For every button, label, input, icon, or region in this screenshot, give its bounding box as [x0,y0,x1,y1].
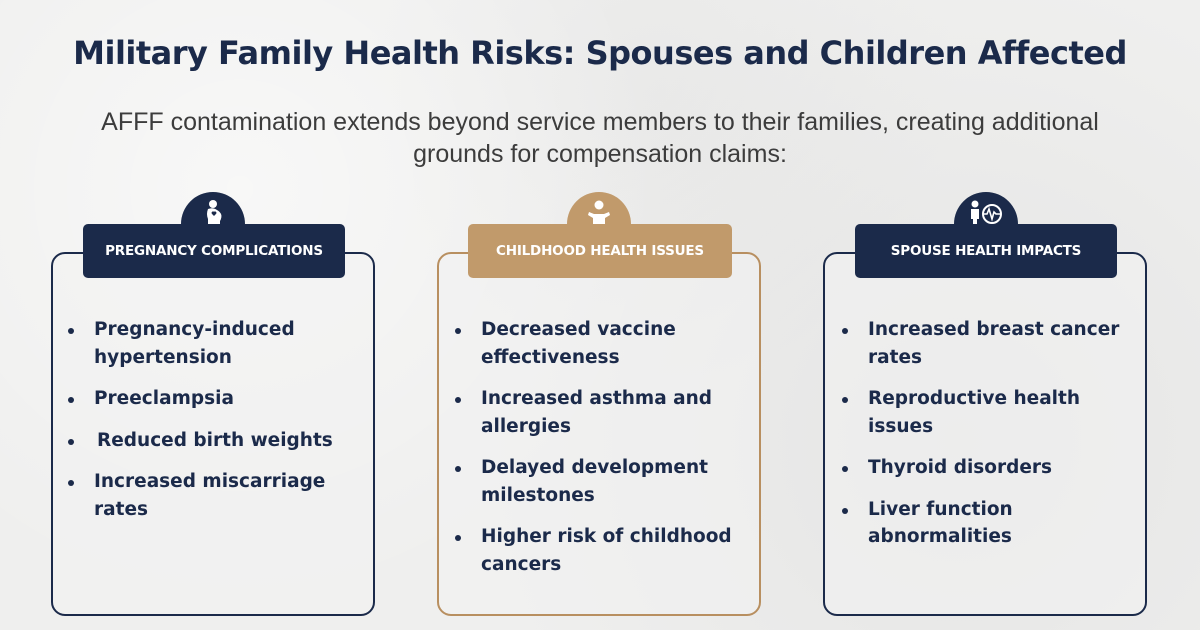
list-item: Liver function abnormalities [842,496,1132,551]
list-item: Preeclampsia [68,385,358,413]
list-item: Reduced birth weights [68,427,358,455]
spouse-health-impacts-heading: SPOUSE HEALTH IMPACTS [855,224,1117,278]
list-item: Reproductive health issues [842,385,1132,440]
list-item: Decreased vaccine effectiveness [455,316,745,371]
page-subtitle: AFFF contamination extends beyond service members to their families, creating additional grounds for compensation claims: [101,108,1099,168]
list-item: Pregnancy-induced hypertension [68,316,358,371]
list-item: Increased breast cancer rates [842,316,1132,371]
list-item: Increased miscarriage rates [68,468,358,523]
list-item: Delayed development milestones [455,454,745,509]
list-item: Higher risk of childhood cancers [455,523,745,578]
pregnancy-complications-list [68,316,358,537]
pregnancy-complications-heading: PREGNANCY COMPLICATIONS [83,224,345,278]
spouse-health-impacts-list [842,316,1132,565]
list-item: Thyroid disorders [842,454,1132,482]
childhood-health-issues-heading: CHILDHOOD HEALTH ISSUES [468,224,732,278]
childhood-health-issues-list [455,316,745,592]
page-title: Military Family Health Risks: Spouses and Children Affected [73,34,1127,72]
list-item: Increased asthma and allergies [455,385,745,440]
